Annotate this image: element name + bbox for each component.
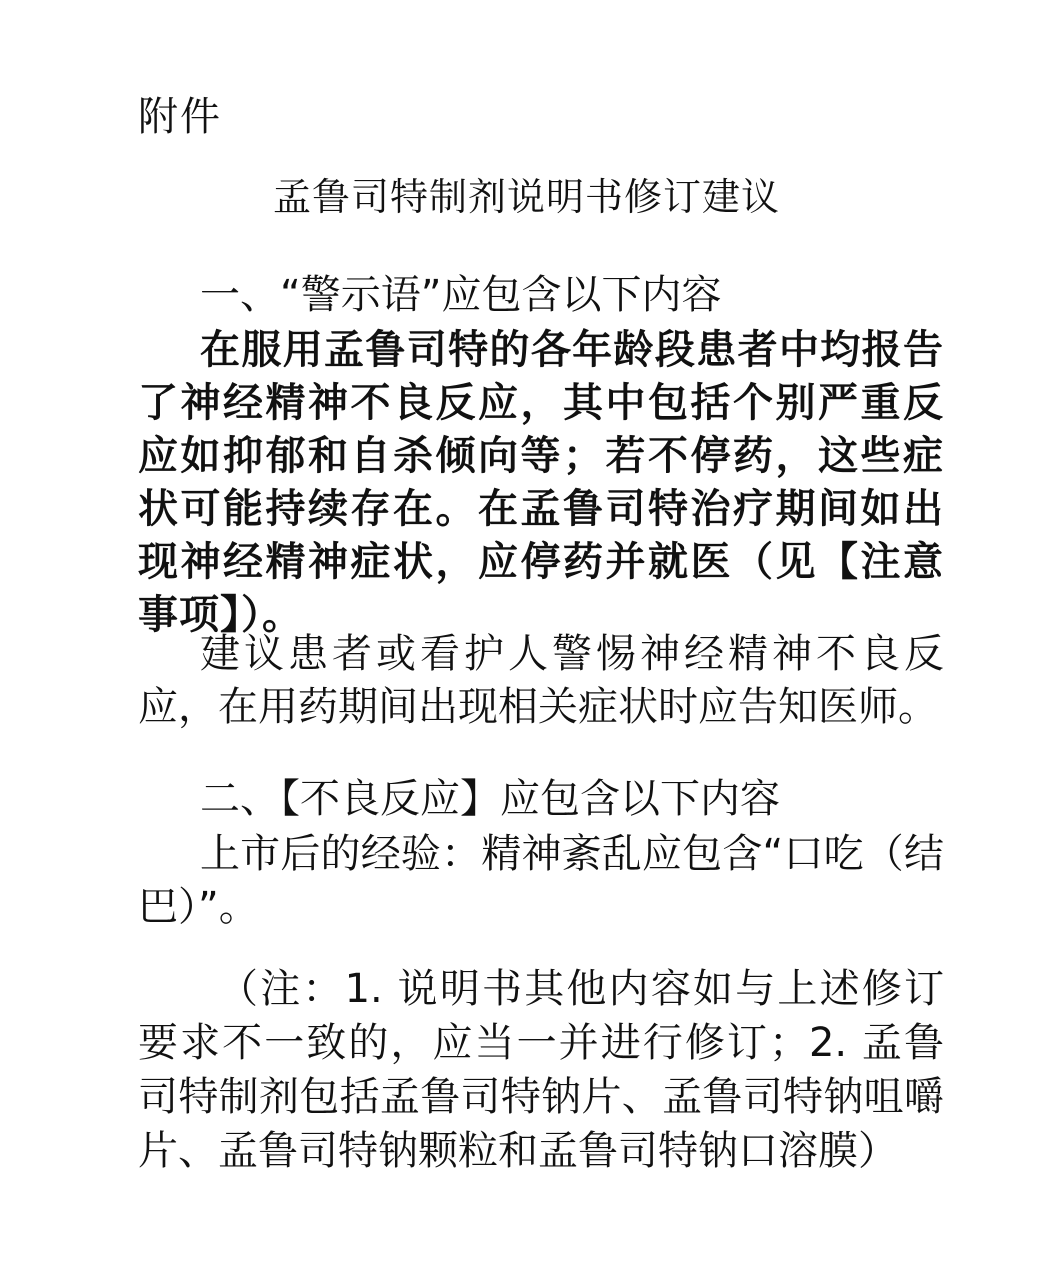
note-paragraph: （注：1. 说明书其他内容如与上述修订要求不一致的，应当一并进行修订；2. 孟鲁司特制剂包括孟鲁司特钠片、孟鲁司特钠咀嚼片、孟鲁司特钠颗粒和孟鲁司特钠口溶膜） — [138, 966, 944, 1174]
adverse-reaction-paragraph: 上市后的经验：精神紊乱应包含“口吃（结巴）”。 — [138, 831, 944, 930]
attachment-label: 附件 — [138, 94, 222, 140]
document-title: 孟鲁司特制剂说明书修订建议 — [272, 175, 780, 219]
section-2-heading: 二、【不良反应】应包含以下内容 — [200, 776, 780, 822]
warning-paragraph: 在服用孟鲁司特的各年龄段患者中均报告了神经精神不良反应，其中包括个别严重反应如抑郁和自杀倾向等；若不停药，这些症状可能持续存在。在孟鲁司特治疗期间如出现神经精神症状，应停药并就医（见【注意事项】）。 — [138, 327, 944, 638]
section-1-heading: 一、“警示语”应包含以下内容 — [200, 272, 722, 318]
advice-paragraph: 建议患者或看护人警惕神经精神不良反应，在用药期间出现相关症状时应告知医师。 — [138, 631, 944, 730]
